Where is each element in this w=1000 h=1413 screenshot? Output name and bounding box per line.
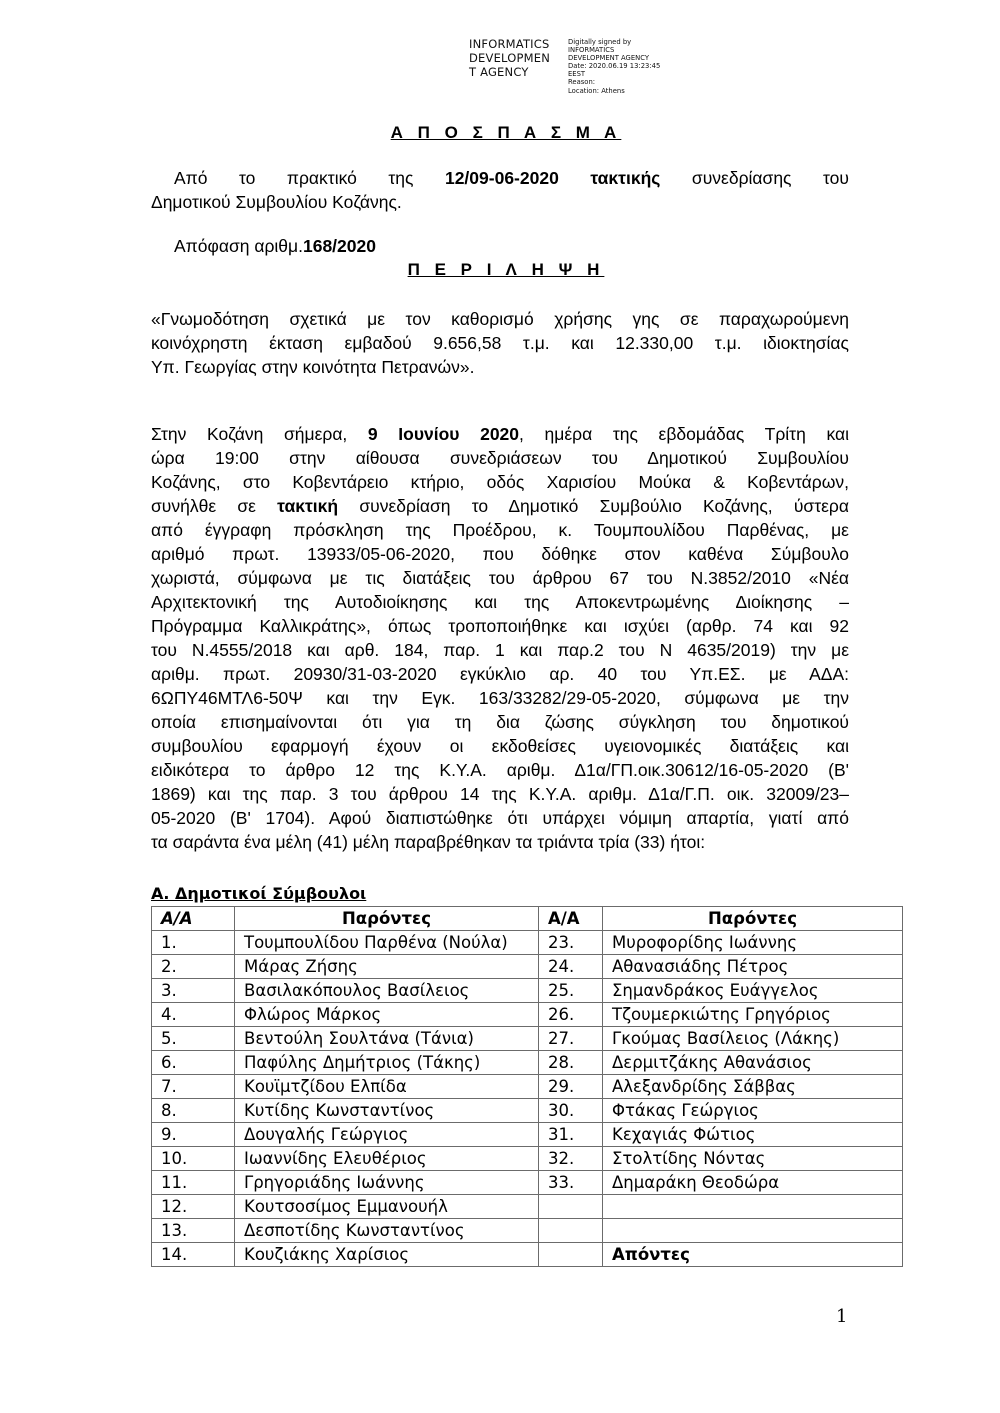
table-row [152,1243,903,1267]
member-number: 14. [152,1243,235,1267]
member-number: 9. [152,1123,235,1147]
member-name: Κουζιάκης Χαρίσιος [235,1243,539,1267]
signature-detail-line: Location: Athens [568,86,625,95]
member-name: Φτάκας Γεώργιος [603,1099,903,1123]
member-number [539,1195,603,1219]
member-number: 7. [152,1075,235,1099]
member-number: 2. [152,955,235,979]
meeting-date: 9 Ιουνίου 2020 [367,424,520,444]
table-row [152,931,903,955]
member-number: 25. [539,979,603,1003]
member-name: Αλεξανδρίδης Σάββας [603,1075,903,1099]
member-name [603,1195,903,1219]
body-line: ώρα 19:00 στην αίθουσα συνεδριάσεων του Δημοτικού Συμβουλίου [151,448,849,468]
decision-number: 168/2020 [302,236,376,256]
meeting-number: 12/09-06-2020 τακτικής [444,168,661,188]
member-number: 8. [152,1099,235,1123]
body-line [151,494,849,518]
intro-line-2: Δημοτικού Συμβουλίου Κοζάνης. [151,192,402,212]
member-number [539,1219,603,1243]
decision-number-line [174,234,376,258]
body-text: συνήλθε σε [151,496,278,516]
table-row [152,1099,903,1123]
body-line: 05-2020 (Β' 1704). Αφού διαπιστώθηκε ότι υπάρχει νόμιμη απαρτία, γιατί από [151,808,849,828]
signature-organization [469,37,564,79]
signature-detail-line: DEVELOPMENT AGENCY [568,54,649,63]
body-line: Πρόγραμμα Καλλικράτης», όπως τροποποιήθηκε και ισχύει (αρθρ. 74 και 92 [151,616,849,636]
summary-title: Π Ε Ρ Ι Λ Η Ψ Η [407,260,605,279]
column-header-number: Α/Α [152,907,235,931]
summary-line: «Γνωμοδότηση σχετικά με τον καθορισμό χρήσης γης σε παραχωρούμενη [151,309,849,329]
signature-detail-line: Date: 2020.06.19 13:23:45 [568,62,661,71]
members-section-title: Α. Δημοτικοί Σύμβουλοι [151,884,367,903]
body-text: συνεδρίαση το Δημοτικό Συμβούλιο Κοζάνης, ύστερα [338,496,849,516]
member-number: 26. [539,1003,603,1027]
signature-org-line: INFORMATICS [469,37,550,51]
table-row [152,955,903,979]
member-name: Κυτίδης Κωνσταντίνος [235,1099,539,1123]
absent-header: Απόντες [603,1243,903,1267]
signature-detail-line: Reason: [568,78,596,87]
body-line: 6ΩΠΥ46ΜΤΛ6-50Ψ και την Εγκ. 163/33282/29-05-2020, σύμφωνα με την [151,688,849,708]
intro-line-1 [151,166,849,190]
member-name: Δερμιτζάκης Αθανάσιος [603,1051,903,1075]
member-name: Τζουμερκιώτης Γρηγόριος [603,1003,903,1027]
table-row [152,1219,903,1243]
member-number: 27. [539,1027,603,1051]
signature-org-line: T AGENCY [469,65,529,79]
table-row [152,1075,903,1099]
member-number: 5. [152,1027,235,1051]
member-number: 10. [152,1147,235,1171]
member-number: 29. [539,1075,603,1099]
member-number: 12. [152,1195,235,1219]
signature-org-line: DEVELOPMEN [469,51,551,65]
member-number: 1. [152,931,235,955]
member-number: 28. [539,1051,603,1075]
body-line: τα σαράντα ένα μέλη (41) μέλη παραβρέθηκαν τα τριάντα τρία (33) ήτοι: [151,832,706,852]
body-text: Στην Κοζάνη σήμερα, [151,424,368,444]
member-name: Μάρας Ζήσης [235,955,539,979]
member-number: 4. [152,1003,235,1027]
member-name: Τουμπουλίδου Παρθένα (Νούλα) [235,931,539,955]
member-name: Βασιλακόπουλος Βασίλειος [235,979,539,1003]
summary-paragraph [151,307,849,379]
body-paragraph [151,422,849,854]
document-title: Α Π Ο Σ Π Α Σ Μ Α [390,123,622,142]
table-row [152,1195,903,1219]
body-line: Κοζάνης, στο Κοβεντάρειο κτήριο, οδός Χαρισίου Μούκα & Κοβεντάρων, [151,472,849,492]
body-line: του Ν.4555/2018 και αρθ. 184, παρ. 1 και παρ.2 του Ν 4635/2019) την με [151,640,849,660]
member-name: Μυροφορίδης Ιωάννης [603,931,903,955]
intro-text: συνεδρίασης του [660,168,849,188]
member-number: 33. [539,1171,603,1195]
member-number: 23. [539,931,603,955]
signature-detail-line: EEST [568,70,586,79]
member-name: Σημανδράκος Ευάγγελος [603,979,903,1003]
signature-detail-line: Digitally signed by [568,38,632,46]
summary-line: Υπ. Γεωργίας στην κοινότητα Πετρανών». [151,357,475,377]
body-line: συμβουλίου εφαρμογή έχουν οι εκδοθείσες υγειονομικές διατάξεις και [151,736,849,756]
decision-label: Απόφαση αριθμ. [174,236,303,256]
table-row [152,1147,903,1171]
member-name: Στολτίδης Νόντας [603,1147,903,1171]
member-name: Ιωαννίδης Ελευθέριος [235,1147,539,1171]
column-header-present: Παρόντες [603,907,903,931]
member-number: 6. [152,1051,235,1075]
member-name: Κουϊμτζίδου Ελπίδα [235,1075,539,1099]
member-name: Γρηγοριάδης Ιωάννης [235,1171,539,1195]
body-line: χωριστά, σύμφωνα με τις διατάξεις του άρθρου 67 του Ν.3852/2010 «Νέα [151,568,849,588]
member-name: Γκούμας Βασίλειος (Λάκης) [603,1027,903,1051]
column-header-present: Παρόντες [235,907,539,931]
table-row [152,1123,903,1147]
table-row [152,1003,903,1027]
body-line: από έγγραφη πρόσκληση της Προέδρου, κ. Τουμπουλίδου Παρθένας, με [151,520,849,540]
meeting-type: τακτική [277,496,339,516]
member-number [539,1243,603,1267]
member-name: Κουτσοσίμος Εμμανουήλ [235,1195,539,1219]
signature-detail-line: INFORMATICS [568,46,615,55]
signature-details [568,38,678,95]
table-row [152,979,903,1003]
body-line: οποία επισημαίνονται ότι για τη δια ζώσης σύγκληση του δημοτικού [151,712,849,732]
member-number: 30. [539,1099,603,1123]
body-line: αριθμ. πρωτ. 20930/31-03-2020 εγκύκλιο αρ. 40 του Υπ.ΕΣ. με ΑΔΑ: [151,664,849,684]
column-header-number: Α/Α [539,907,603,931]
member-name [603,1219,903,1243]
member-name: Κεχαγιάς Φώτιος [603,1123,903,1147]
body-line: 1869) και της παρ. 3 του άρθρου 14 της Κ.Υ.Α. αριθμ. Δ1α/Γ.Π. οικ. 32009/23– [151,784,849,804]
member-name: Αθανασιάδης Πέτρος [603,955,903,979]
member-number: 31. [539,1123,603,1147]
member-number: 32. [539,1147,603,1171]
summary-line: κοινόχρηστη έκταση εμβαδού 9.656,58 τ.μ. και 12.330,00 τ.μ. ιδιοκτησίας [151,333,849,353]
body-line: ειδικότερα το άρθρο 12 της Κ.Υ.Α. αριθμ. Δ1α/ΓΠ.οικ.30612/16-05-2020 (Β' [151,760,849,780]
intro-paragraph [151,166,849,214]
table-row [152,1051,903,1075]
member-name: Φλώρος Μάρκος [235,1003,539,1027]
intro-text: Από το πρακτικό της [174,168,445,188]
page-number: 1 [836,1306,848,1327]
body-line [151,422,849,446]
table-header-row [152,907,903,931]
member-name: Δουγαλής Γεώργιος [235,1123,539,1147]
member-name: Δεσποτίδης Κωνσταντίνος [235,1219,539,1243]
member-number: 13. [152,1219,235,1243]
member-name: Παφύλης Δημήτριος (Τάκης) [235,1051,539,1075]
table-row [152,1171,903,1195]
member-name: Βεντούλη Σουλτάνα (Τάνια) [235,1027,539,1051]
body-line: Αρχιτεκτονική της Αυτοδιοίκησης και της Αποκεντρωμένης Διοίκησης – [151,592,849,612]
member-number: 11. [152,1171,235,1195]
member-number: 24. [539,955,603,979]
members-table [151,906,903,1267]
member-number: 3. [152,979,235,1003]
body-line: αριθμό πρωτ. 13933/05-06-2020, που δόθηκε στον καθένα Σύμβουλο [151,544,849,564]
table-row [152,1027,903,1051]
body-text: , ημέρα της εβδομάδας Τρίτη και [519,424,849,444]
member-name: Δημαράκη Θεοδώρα [603,1171,903,1195]
